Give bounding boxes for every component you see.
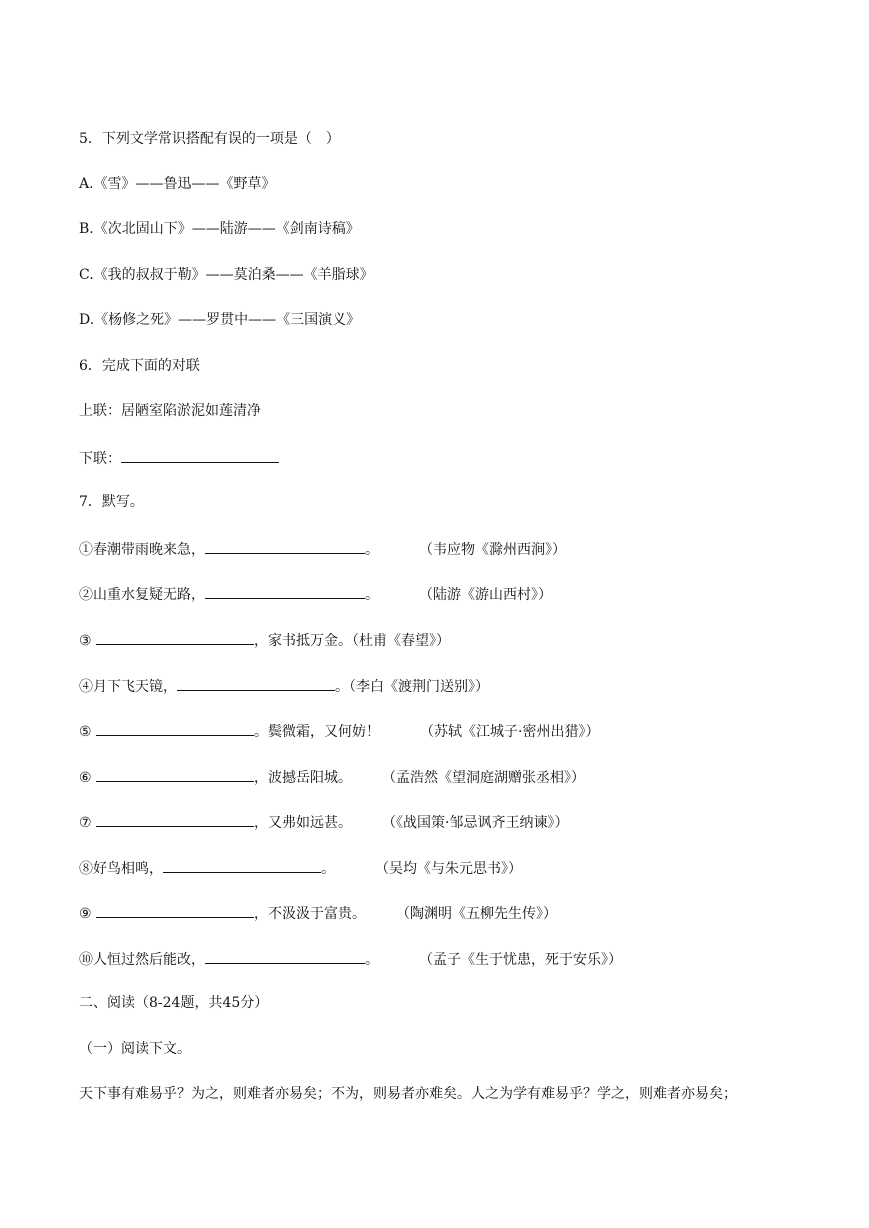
q7-stem: 7．默写。 [79,494,144,510]
item-prefix: ⑦ [79,815,97,831]
answer-blank[interactable] [96,811,254,827]
q7-item-7 [79,811,568,833]
item-suffix: 。 [321,861,335,877]
q7-item-6 [79,766,585,788]
q7-item-10 [79,948,622,970]
item-suffix: 。 [335,679,349,695]
item-source: （吴均《与朱元思书》） [375,861,522,877]
answer-blank[interactable] [205,538,365,554]
item-suffix: 。 [365,542,379,558]
q7-item-1 [79,538,566,560]
q7-item-3 [79,629,450,651]
q7-item-4 [79,675,489,697]
item-suffix: 。鬓微霜，又何妨！ [254,724,381,740]
item-source: （《战国策·邹忌讽齐王纳谏》） [382,815,569,831]
item-prefix: ⑥ [79,770,97,786]
item-prefix: ②山重水复疑无路， [79,587,205,603]
q6-lower-couplet [79,447,279,469]
item-prefix: ③ [79,633,97,649]
q7-item-2 [79,583,552,605]
item-source: （苏轼《江城子·密州出猎》） [420,724,600,740]
answer-blank[interactable] [177,675,335,691]
item-source: （孟浩然《望洞庭湖赠张丞相》） [382,770,586,786]
q5-stem: 5．下列文学常识搭配有误的一项是（ ） [79,131,340,147]
q5-option-a: A.《雪》——鲁迅——《野草》 [79,176,276,192]
q7-item-9 [79,902,557,924]
q6-lower-label: 下联： [79,451,121,467]
answer-blank[interactable] [205,948,365,964]
item-source: （杜甫《春望》） [352,633,451,649]
answer-blank[interactable] [96,629,254,645]
item-suffix: ，又弗如远甚。 [254,815,353,831]
item-source: （韦应物《滁州西涧》） [419,542,566,558]
item-suffix: ，波撼岳阳城。 [254,770,353,786]
item-suffix: ，家书抵万金。 [254,633,353,649]
answer-blank[interactable] [96,720,254,736]
q7-item-8 [79,857,522,879]
q6-upper-couplet: 上联：居陋室陷淤泥如莲清净 [79,403,261,419]
item-prefix: ⑩人恒过然后能改， [79,952,205,968]
item-source: （孟子《生于忧患，死于安乐》） [419,952,622,968]
item-prefix: ④月下飞天镜， [79,679,177,695]
answer-blank[interactable] [163,857,321,873]
item-prefix: ⑤ [79,724,97,740]
item-prefix: ⑧好鸟相鸣， [79,861,163,877]
item-source: （陆游《游山西村》） [419,587,552,603]
item-prefix: ①春潮带雨晚来急， [79,542,205,558]
q6-stem: 6．完成下面的对联 [79,358,200,374]
section-two-title: 二、阅读（8-24题，共45分） [79,995,269,1011]
reading-passage: 天下事有难易乎？为之，则难者亦易矣；不为，则易者亦难矣。人之为学有难易乎？学之，则难者亦易矣； [79,1086,737,1102]
item-source: （陶渊明《五柳先生传》） [396,906,558,922]
answer-blank[interactable] [205,583,365,599]
reading-subheading: （一）阅读下文。 [79,1041,191,1057]
answer-blank[interactable] [96,902,254,918]
answer-blank[interactable] [96,766,254,782]
item-prefix: ⑨ [79,906,97,922]
item-source: （李白《渡荆门送别》） [349,679,489,695]
answer-blank[interactable] [121,447,279,463]
q7-item-5 [79,720,599,742]
q5-option-c: C.《我的叔叔于勒》——莫泊桑——《羊脂球》 [79,267,374,283]
q5-option-b: B.《次北固山下》——陆游——《剑南诗稿》 [79,221,360,237]
item-suffix: 。 [365,952,379,968]
item-suffix: ，不汲汲于富贵。 [254,906,367,922]
q5-option-d: D.《杨修之死》——罗贯中——《三国演义》 [79,312,361,328]
item-suffix: 。 [365,587,379,603]
